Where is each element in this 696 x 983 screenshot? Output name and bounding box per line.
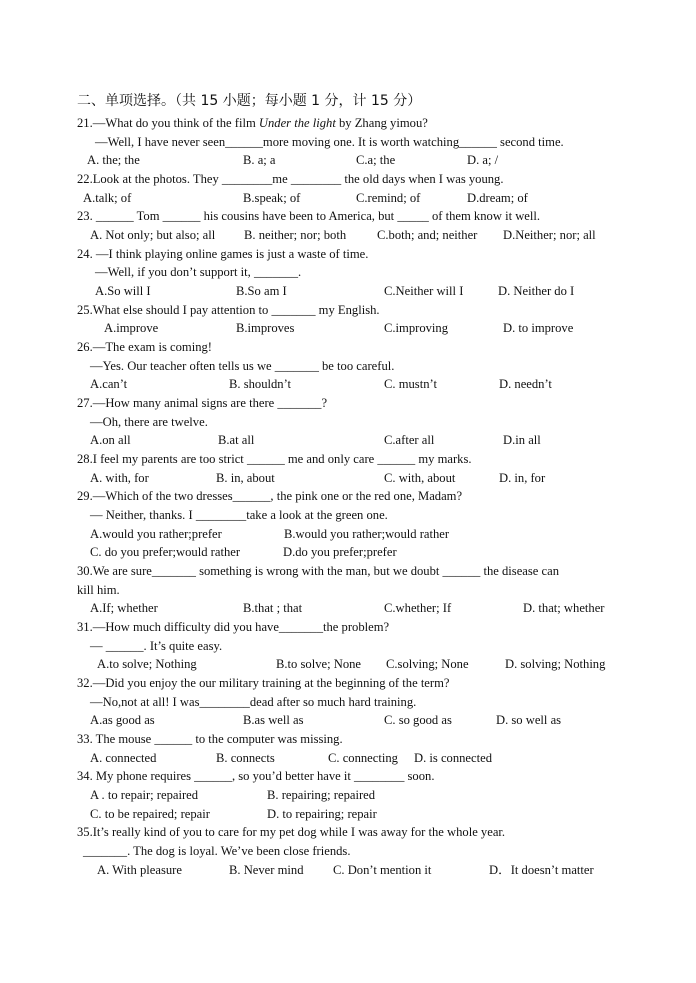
question-31-reply: — ______. It’s quite easy. bbox=[90, 639, 223, 653]
question-22-stem: 22.Look at the photos. They ________me ________ the old days when I was young. bbox=[77, 172, 504, 186]
q21-option-d[interactable]: D. a; / bbox=[467, 153, 499, 167]
q23-option-c[interactable]: C.both; and; neither bbox=[377, 228, 478, 242]
q25-option-b[interactable]: B.improves bbox=[236, 321, 295, 335]
question-24-reply: —Well, if you don’t support it, _______. bbox=[95, 265, 302, 279]
q23-option-a[interactable]: A. Not only; but also; all bbox=[90, 228, 216, 242]
q31-option-c[interactable]: C.solving; None bbox=[386, 657, 469, 671]
q25-option-c[interactable]: C.improving bbox=[384, 321, 449, 335]
q30-option-b[interactable]: B.that ; that bbox=[243, 601, 303, 615]
q24-option-a[interactable]: A.So will I bbox=[95, 284, 151, 298]
q35-option-d[interactable]: D．It doesn’t matter bbox=[489, 863, 594, 877]
q32-option-d[interactable]: D. so well as bbox=[496, 713, 562, 727]
question-33-stem: 33. The mouse ______ to the computer was missing. bbox=[77, 732, 343, 746]
q26-option-b[interactable]: B. shouldn’t bbox=[229, 377, 292, 391]
q25-option-a[interactable]: A.improve bbox=[104, 321, 159, 335]
q33-option-d[interactable]: D. is connected bbox=[414, 751, 492, 765]
q26-option-d[interactable]: D. needn’t bbox=[499, 377, 552, 391]
q27-option-b[interactable]: B.at all bbox=[218, 433, 255, 447]
q34-option-a[interactable]: A . to repair; repaired bbox=[90, 788, 199, 802]
q21-option-c[interactable]: C.a; the bbox=[356, 153, 396, 167]
q34-option-d[interactable]: D. to repairing; repair bbox=[267, 807, 377, 821]
q31-option-d[interactable]: D. solving; Nothing bbox=[505, 657, 606, 671]
question-24-stem: 24. —I think playing online games is just a waste of time. bbox=[77, 247, 369, 261]
q28-option-c[interactable]: C. with, about bbox=[384, 471, 456, 485]
q33-option-b[interactable]: B. connects bbox=[216, 751, 275, 765]
question-26-reply: —Yes. Our teacher often tells us we _______ be too careful. bbox=[90, 359, 395, 373]
q21-option-a[interactable]: A. the; the bbox=[87, 153, 140, 167]
q27-option-a[interactable]: A.on all bbox=[90, 433, 131, 447]
q35-option-c[interactable]: C. Don’t mention it bbox=[333, 863, 432, 877]
question-35-stem: 35.It’s really kind of you to care for my pet dog while I was away for the whole year. bbox=[77, 825, 506, 839]
q35-option-b[interactable]: B. Never mind bbox=[229, 863, 304, 877]
q23-option-b[interactable]: B. neither; nor; both bbox=[244, 228, 347, 242]
q28-option-d[interactable]: D. in, for bbox=[499, 471, 546, 485]
q22-option-c[interactable]: C.remind; of bbox=[356, 191, 421, 205]
question-32-reply: —No,not at all! I was________dead after so much hard training. bbox=[90, 695, 417, 709]
q31-option-a[interactable]: A.to solve; Nothing bbox=[97, 657, 197, 671]
q28-option-b[interactable]: B. in, about bbox=[216, 471, 275, 485]
q22-option-a[interactable]: A.talk; of bbox=[83, 191, 132, 205]
q29-option-d[interactable]: D.do you prefer;prefer bbox=[283, 545, 397, 559]
question-28-stem: 28.I feel my parents are too strict ______ me and only care ______ my marks. bbox=[77, 452, 472, 466]
q33-option-a[interactable]: A. connected bbox=[90, 751, 157, 765]
q22-option-b[interactable]: B.speak; of bbox=[243, 191, 301, 205]
q24-option-b[interactable]: B.So am I bbox=[236, 284, 287, 298]
question-23-stem: 23. ______ Tom ______ his cousins have been to America, but _____ of them know it well. bbox=[77, 209, 541, 223]
q27-option-c[interactable]: C.after all bbox=[384, 433, 435, 447]
question-32-stem: 32.—Did you enjoy the our military training at the beginning of the term? bbox=[77, 676, 450, 690]
question-21-reply: —Well, I have never seen______more moving one. It is worth watching______ second time. bbox=[95, 135, 564, 149]
question-21-stem: 21.—What do you think of the film Under the light by Zhang yimou? bbox=[77, 116, 428, 130]
q26-option-c[interactable]: C. mustn’t bbox=[384, 377, 437, 391]
q24-option-c[interactable]: C.Neither will I bbox=[384, 284, 464, 298]
question-35-reply: _______. The dog is loyal. We’ve been close friends. bbox=[83, 844, 351, 858]
q22-option-d[interactable]: D.dream; of bbox=[467, 191, 528, 205]
section-title: 二、单项选择。（共 15 小题；每小题 1 分，计 15 分） bbox=[77, 93, 422, 109]
q29-option-a[interactable]: A.would you rather;prefer bbox=[90, 527, 222, 541]
q34-option-b[interactable]: B. repairing; repaired bbox=[267, 788, 376, 802]
q33-option-c[interactable]: C. connecting bbox=[328, 751, 398, 765]
question-31-stem: 31.—How much difficulty did you have_______the problem? bbox=[77, 620, 390, 634]
q35-option-a[interactable]: A. With pleasure bbox=[97, 863, 182, 877]
q29-option-c[interactable]: C. do you prefer;would rather bbox=[90, 545, 241, 559]
q34-option-c[interactable]: C. to be repaired; repair bbox=[90, 807, 210, 821]
q30-option-c[interactable]: C.whether; If bbox=[384, 601, 452, 615]
question-26-stem: 26.—The exam is coming! bbox=[77, 340, 213, 354]
q28-option-a[interactable]: A. with, for bbox=[90, 471, 149, 485]
q31-option-b[interactable]: B.to solve; None bbox=[276, 657, 362, 671]
question-27-reply: —Oh, there are twelve. bbox=[90, 415, 208, 429]
question-30-stem: 30.We are sure_______ something is wrong with the man, but we doubt ______ the disease can bbox=[77, 564, 559, 578]
q25-option-d[interactable]: D. to improve bbox=[503, 321, 574, 335]
q26-option-a[interactable]: A.can’t bbox=[90, 377, 128, 391]
q27-option-d[interactable]: D.in all bbox=[503, 433, 541, 447]
q30-option-d[interactable]: D. that; whether bbox=[523, 601, 605, 615]
q29-option-b[interactable]: B.would you rather;would rather bbox=[284, 527, 450, 541]
question-30-stem-cont: kill him. bbox=[77, 583, 120, 597]
q23-option-d[interactable]: D.Neither; nor; all bbox=[503, 228, 596, 242]
question-34-stem: 34. My phone requires ______, so you’d better have it ________ soon. bbox=[77, 769, 435, 783]
question-29-reply: — Neither, thanks. I ________take a look at the green one. bbox=[90, 508, 388, 522]
q30-option-a[interactable]: A.If; whether bbox=[90, 601, 158, 615]
question-25-stem: 25.What else should I pay attention to _______ my English. bbox=[77, 303, 380, 317]
question-27-stem: 27.—How many animal signs are there _______? bbox=[77, 396, 328, 410]
q32-option-a[interactable]: A.as good as bbox=[90, 713, 155, 727]
question-29-stem: 29.—Which of the two dresses______, the pink one or the red one, Madam? bbox=[77, 489, 463, 503]
q32-option-b[interactable]: B.as well as bbox=[243, 713, 304, 727]
q21-option-b[interactable]: B. a; a bbox=[243, 153, 276, 167]
q32-option-c[interactable]: C. so good as bbox=[384, 713, 452, 727]
q24-option-d[interactable]: D. Neither do I bbox=[498, 284, 575, 298]
